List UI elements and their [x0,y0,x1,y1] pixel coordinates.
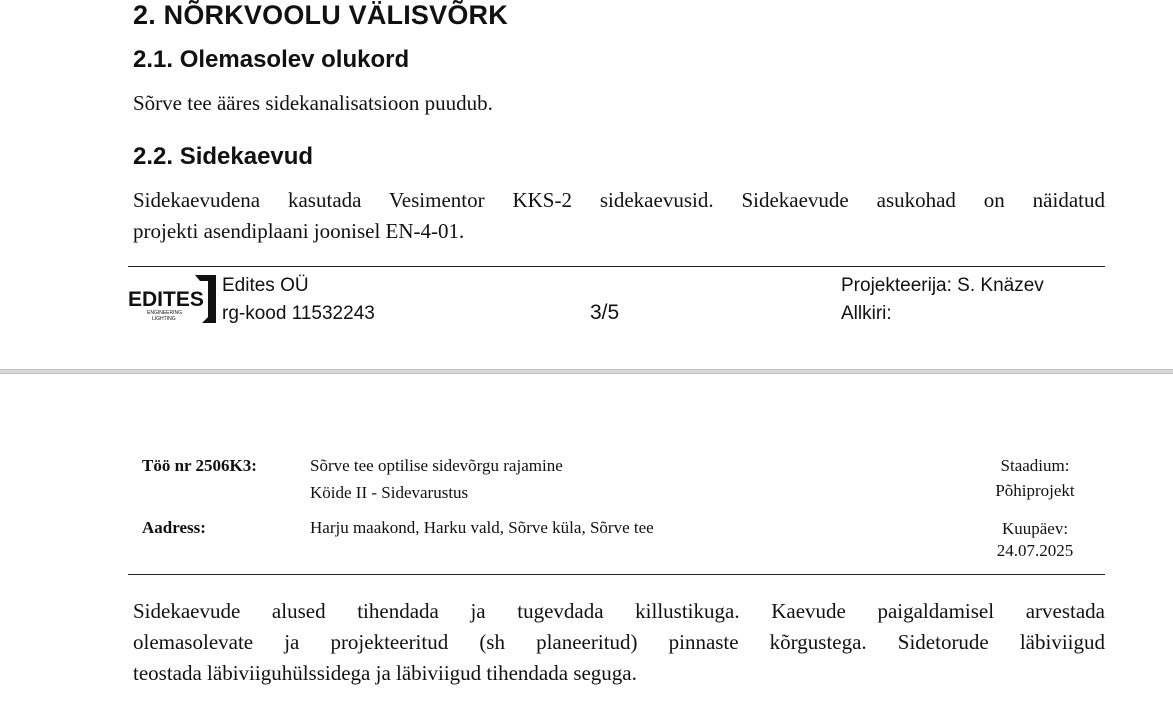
paragraph-existing: Sõrve tee ääres sidekanalisatsioon puudub. [133,91,493,115]
stage-value: Põhiprojekt [995,481,1075,500]
page-number: 3/5 [590,301,620,324]
paragraph-line: teostada läbiviiguhülssidega ja läbiviigud tihendada seguga. [133,661,637,685]
signature-label: Allkiri: [841,303,892,324]
company-reg-code: rg-kood 11532243 [222,303,375,324]
paragraph-manhole-bases [133,596,1105,689]
paragraph-line: Sidekaevudena kasutada Vesimentor KKS-2 sidekaevusid. Sidekaevude asukohad on näidatud [133,188,1105,212]
header-divider [128,574,1105,575]
address-label: Aadress: [142,518,206,537]
paragraph-manholes [133,185,1105,247]
stage-label: Staadium: [1000,456,1070,475]
company-logo [128,273,218,325]
logo-subtext: LIGHTING [152,316,176,322]
date-label: Kuupäev: [1001,519,1069,538]
paragraph-line: Sidekaevude alused tihendada ja tugevdada killustikuga. Kaevude paigaldamisel arvestada [133,599,1105,623]
company-name: Edites OÜ [222,275,309,296]
address-value: Harju maakond, Harku vald, Sõrve küla, Sõrve tee [310,518,654,537]
subsection-title-manholes: 2.2. Sidekaevud [133,143,314,170]
footer-divider [128,266,1105,267]
project-title: Sõrve tee optilise sidevõrgu rajamine [310,456,563,475]
paragraph-line: olemasolevate ja projekteeritud (sh planeeritud) pinnaste kõrgustega. Sidetorude läbiviigud [133,630,1105,654]
paragraph-line: projekti asendiplaani joonisel EN-4-01. [133,219,465,243]
subsection-title-existing: 2.1. Olemasolev olukord [133,46,410,73]
section-heading: 2. NÕRKVOOLU VÄLISVÕRK [133,0,508,30]
designer: Projekteerija: S. Knäzev [841,275,1044,296]
logo-subtext: ENGINEERING [147,310,183,316]
logo-wordmark: EDITES [128,288,204,311]
page-separator [0,369,1173,374]
project-volume: Köide II - Sidevarustus [310,483,469,502]
work-number-label: Töö nr 2506K3: [142,456,257,475]
date-value: 24.07.2025 [996,541,1074,560]
